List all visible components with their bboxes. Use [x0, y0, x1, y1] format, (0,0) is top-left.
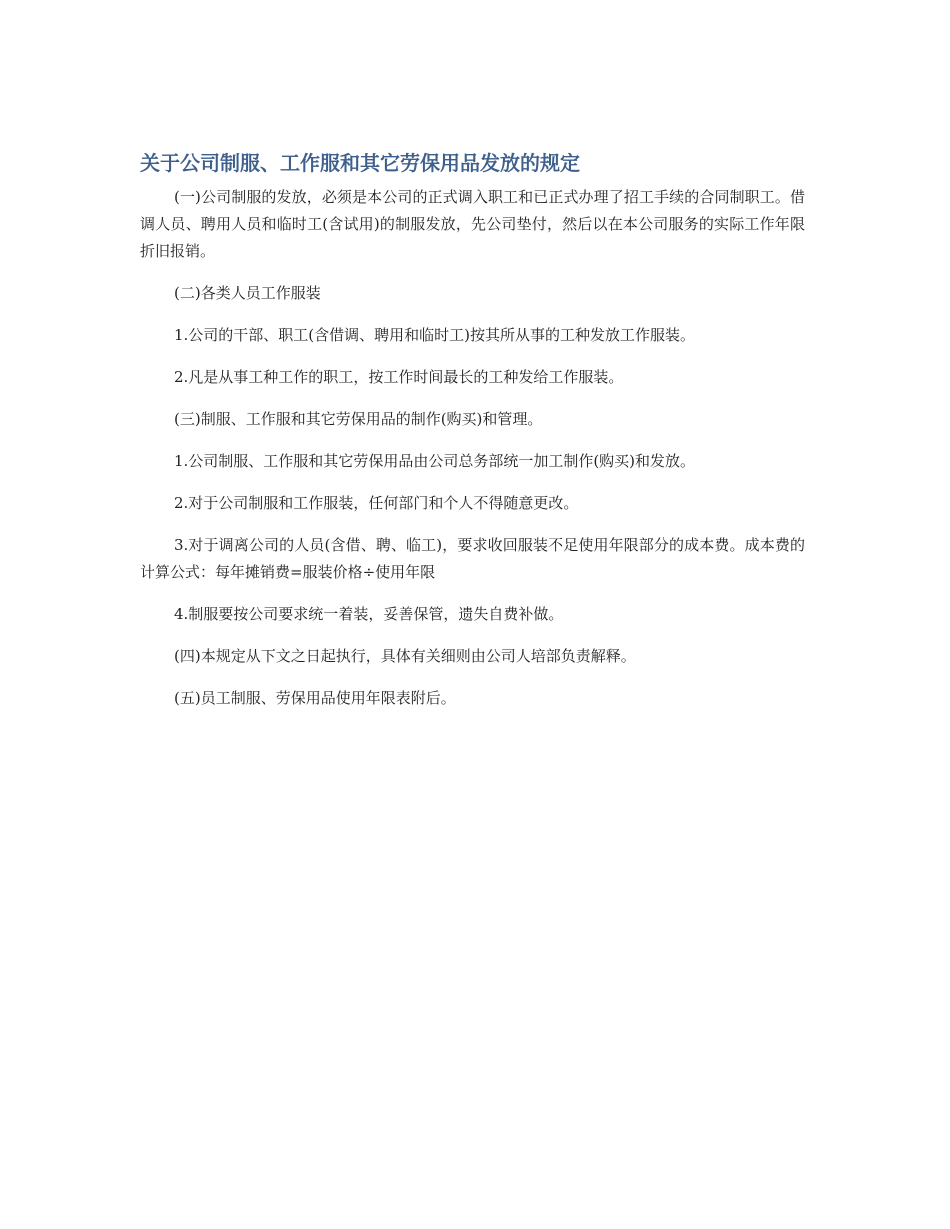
paragraph-7: 2.对于公司制服和工作服装，任何部门和个人不得随意更改。	[174, 494, 579, 512]
paragraph-6: 1.公司制服、工作服和其它劳保用品由公司总务部统一加工制作(购买)和发放。	[174, 452, 696, 470]
document-page	[140, 148, 805, 727]
paragraph-8: 3.对于调离公司的人员(含借、聘、临工)，要求收回服装不足使用年限部分的成本费。成本费的计算公式：每年摊销费=服装价格÷使用年限	[140, 536, 805, 581]
document-title: 关于公司制服、工作服和其它劳保用品发放的规定	[140, 151, 580, 175]
paragraph-5: (三)制服、工作服和其它劳保用品的制作(购买)和管理。	[174, 410, 543, 428]
paragraph-9: 4.制服要按公司要求统一着装，妥善保管，遗失自费补做。	[174, 605, 564, 623]
paragraph-4: 2.凡是从事工种工作的职工，按工作时间最长的工种发给工作服装。	[174, 368, 624, 386]
paragraph-10: (四)本规定从下文之日起执行，具体有关细则由公司人培部负责解释。	[174, 647, 636, 665]
paragraph-11: (五)员工制服、劳保用品使用年限表附后。	[174, 689, 456, 707]
paragraph-1: (一)公司制服的发放，必须是本公司的正式调入职工和已正式办理了招工手续的合同制职工。借调人员、聘用人员和临时工(含试用)的制服发放，先公司垫付，然后以在本公司服务的实际工作年限折旧报销。	[140, 188, 805, 260]
paragraph-3: 1.公司的干部、职工(含借调、聘用和临时工)按其所从事的工种发放工作服装。	[174, 326, 696, 344]
paragraph-2: (二)各类人员工作服装	[174, 284, 321, 302]
